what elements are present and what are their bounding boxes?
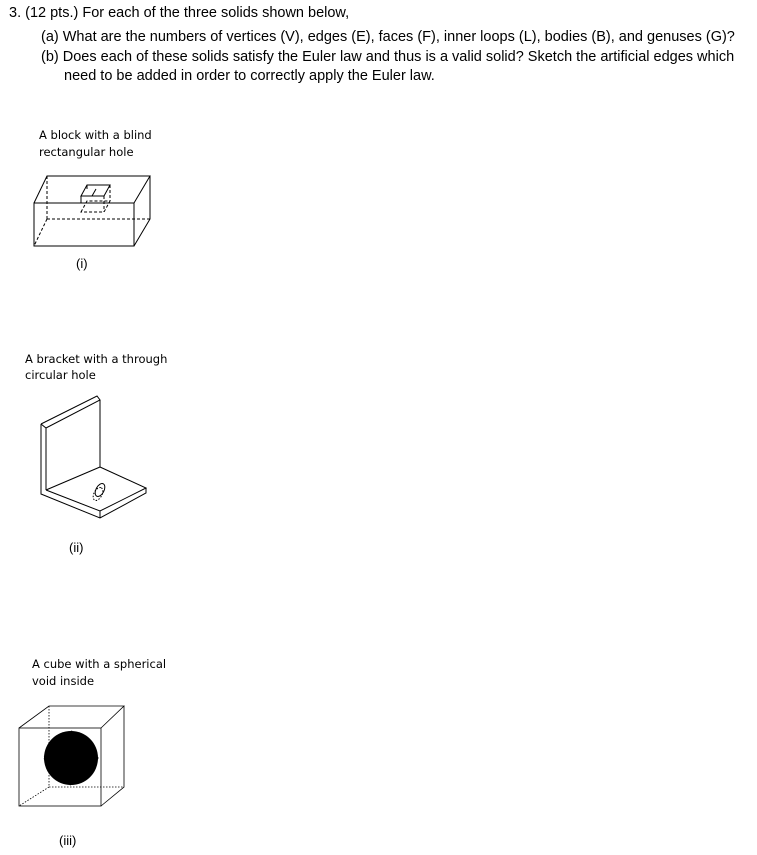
block-blind-hole-drawing bbox=[30, 170, 155, 250]
bracket-through-hole-drawing bbox=[38, 394, 150, 520]
figure-2-caption-line2: circular hole bbox=[25, 368, 96, 382]
figure-3-caption-line1: A cube with a spherical bbox=[32, 657, 167, 671]
figure-2-caption-line1: A bracket with a through bbox=[25, 352, 168, 366]
figure-1-caption-line1: A block with a blind bbox=[39, 128, 152, 142]
figure-3-label: (iii) bbox=[59, 833, 77, 848]
figure-1-caption-line2: rectangular hole bbox=[39, 145, 134, 159]
figure-2-label: (ii) bbox=[69, 540, 84, 555]
figure-1-label: (i) bbox=[76, 256, 88, 271]
question-header: 3. (12 pts.) For each of the three solids shown below, bbox=[9, 5, 350, 21]
cube-spherical-void-drawing bbox=[14, 703, 129, 813]
question-part-a: (a) What are the numbers of vertices (V), edges (E), faces (F), inner loops (L), bodies (B), and genuses (G)? bbox=[41, 29, 735, 45]
question-part-b-line1: (b) Does each of these solids satisfy the Euler law and thus is a valid solid? Sketch the artificial edges which bbox=[41, 49, 735, 65]
figure-3-caption-line2: void inside bbox=[32, 674, 95, 688]
question-part-b-line2: need to be added in order to correctly apply the Euler law. bbox=[64, 68, 435, 84]
